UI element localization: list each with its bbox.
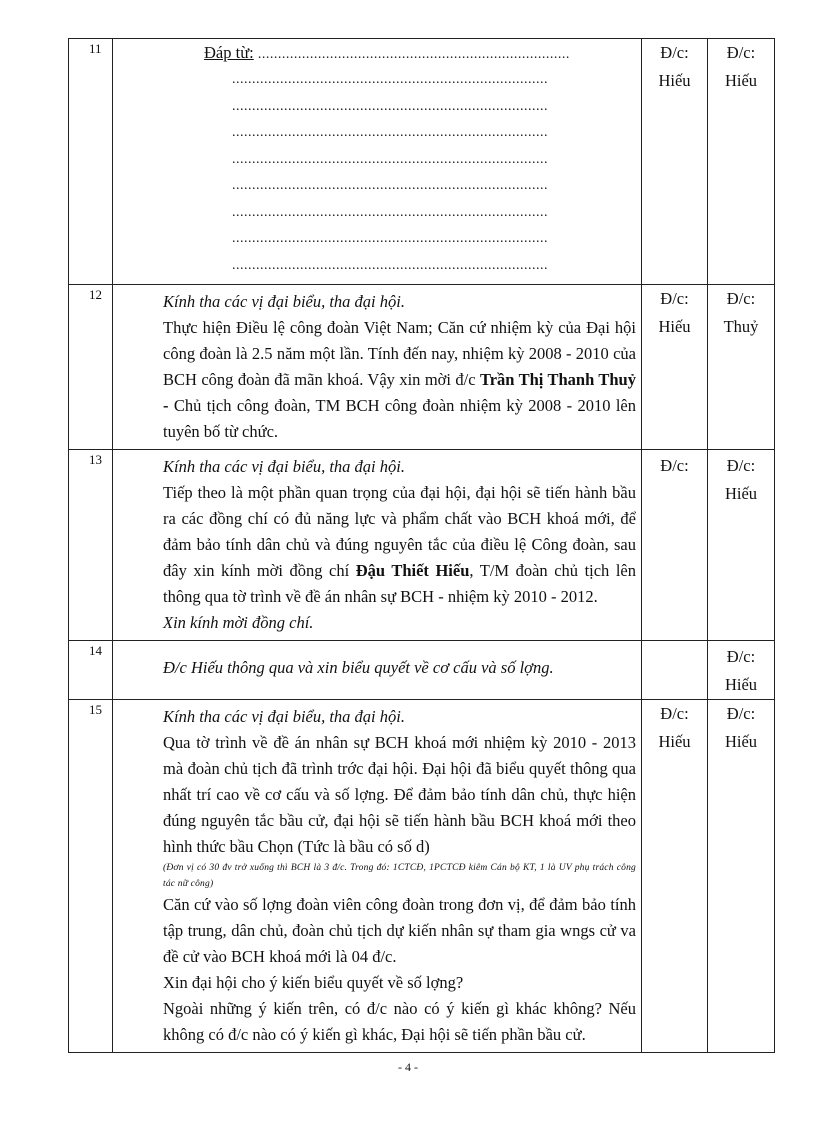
row-number: 12 (69, 285, 113, 450)
row-content (113, 641, 642, 700)
resp-label: Đ/c: (660, 456, 689, 475)
responsible-a (642, 450, 708, 641)
row-number: 15 (69, 700, 113, 1053)
person-name: Trần Thị Thanh Thuỷ - (163, 370, 636, 415)
note: (Đơn vị có 30 đv trở xuống thì BCH là 3 đ/c. Trong đó: 1CTCĐ, 1PCTCĐ kiêm Cán bộ KT, 1 là UV phụ trách công tác nữ công) (163, 863, 636, 889)
resp-person: Hiếu (724, 484, 758, 503)
row-content (113, 700, 642, 1053)
table-row (69, 39, 775, 285)
resp-person: Hiếu (658, 732, 691, 751)
responsible-a (642, 641, 708, 700)
answer-line (204, 41, 636, 67)
resp-label: Đ/c: (726, 456, 756, 475)
paragraph: Đ/c Hiếu thông qua và xin biểu quyết về cơ cấu và số lợng. (163, 658, 554, 677)
responsible-a (642, 39, 708, 285)
answer-dots: .............................................................................. (257, 47, 570, 62)
program-table (68, 38, 775, 1053)
page-number: - 4 - (398, 1060, 418, 1074)
text: , T/M đoàn chủ tịch lên thông qua tờ trình về đề án nhân sự BCH - nhiệm kỳ 2010 - 2012. (163, 561, 637, 606)
resp-person: Hiếu (724, 675, 758, 694)
resp-label: Đ/c: (726, 647, 756, 666)
paragraph: Qua tờ trình về đề án nhân sự BCH khoá mới nhiệm kỳ 2010 - 2013 mà đoàn chủ tịch đã trình trớc đại hội. Đại hội đã biểu quyết thông qua nhất trí cao về cơ cấu và số lợng. Để đảm bảo tính dân chủ, thực hiện đúng nguyên tắc bầu cử, đại hội sẽ tiến hành bầu BCH khoá mới theo hình thức bầu Chọn (Tức là bầu có số d) (163, 733, 636, 856)
dotted-line: ............................................................................... (232, 125, 548, 140)
greeting: Kính tha các vị đại biểu, tha đại hội. (163, 292, 405, 311)
dotted-line: ............................................................................... (232, 178, 548, 193)
resp-label: Đ/c: (660, 43, 689, 62)
greeting: Kính tha các vị đại biểu, tha đại hội. (163, 457, 405, 476)
row-number: 11 (69, 39, 113, 285)
table-row (69, 450, 775, 641)
person-name: Đậu Thiết Hiếu (355, 561, 470, 580)
closing: Xin kính mời đồng chí. (163, 613, 314, 632)
responsible-b (708, 450, 775, 641)
responsible-b (708, 641, 775, 700)
resp-person: Hiếu (724, 732, 758, 751)
table-row (69, 641, 775, 700)
resp-label: Đ/c: (726, 704, 756, 723)
resp-label: Đ/c: (660, 704, 689, 723)
dotted-line: ............................................................................... (232, 257, 548, 273)
dotted-line: ............................................................................... (232, 72, 548, 87)
text: Chủ tịch công đoàn, TM BCH công đoàn nhiệm kỳ 2008 - 2010 lên tuyên bố từ chức. (163, 396, 636, 441)
resp-label: Đ/c: (726, 43, 756, 62)
resp-person: Hiếu (658, 71, 691, 90)
paragraph (163, 315, 636, 445)
paragraph: Căn cứ vào số lợng đoàn viên công đoàn trong đơn vị, để đảm bảo tính tập trung, dân chủ, đoàn chủ tịch dự kiến nhân sự tham gia wngs cử va đề cử vào BCH khoá mới là 04 đ/c. (163, 895, 636, 966)
paragraph: Xin đại hội cho ý kiến biểu quyết về số lợng? (163, 973, 464, 992)
row-content (113, 450, 642, 641)
resp-label: Đ/c: (660, 289, 689, 308)
dotted-line: ............................................................................... (232, 231, 548, 246)
answer-label: Đáp từ: (204, 43, 254, 62)
table-row (69, 700, 775, 1053)
resp-label: Đ/c: (726, 289, 756, 308)
dotted-line: ............................................................................... (232, 204, 548, 220)
responsible-b (708, 700, 775, 1053)
row-content (113, 39, 642, 285)
responsible-b (708, 39, 775, 285)
row-content (113, 285, 642, 450)
row-number: 13 (69, 450, 113, 641)
paragraph (163, 480, 636, 610)
text: Thực hiện Điều lệ công đoàn Việt Nam; Căn cứ nhiệm kỳ của Đại hội công đoàn là 2.5 năm một lần. Tính đến nay, nhiệm kỳ 2008 - 2010 của BCH công đoàn đã mãn khoá. Vậy xin mời đ/c (163, 318, 636, 389)
row-number: 14 (69, 641, 113, 700)
resp-person: Hiếu (724, 71, 758, 90)
paragraph: Ngoài những ý kiến trên, có đ/c nào có ý kiến gì khác không? Nếu không có đ/c nào có ý kiến gì khác, Đại hội sẽ tiến phần bầu cử. (163, 999, 636, 1044)
resp-person: Thuỷ (723, 317, 759, 336)
responsible-a (642, 700, 708, 1053)
table-row (69, 285, 775, 450)
dotted-line: ............................................................................... (232, 151, 548, 167)
text: Tiếp theo là một phần quan trọng của đại hội, đại hội sẽ tiến hành bầu ra các đồng chí có đủ năng lực và phẩm chất vào BCH khoá mới, để đảm bảo tính dân chủ và đúng nguyên tắc của điều lệ Công đoàn, sau đây xin kính mời đồng chí (163, 483, 636, 580)
resp-person: Hiếu (658, 317, 691, 336)
dotted-line: ............................................................................... (232, 98, 548, 114)
responsible-a (642, 285, 708, 450)
greeting: Kính tha các vị đại biểu, tha đại hội. (163, 707, 405, 726)
responsible-b (708, 285, 775, 450)
